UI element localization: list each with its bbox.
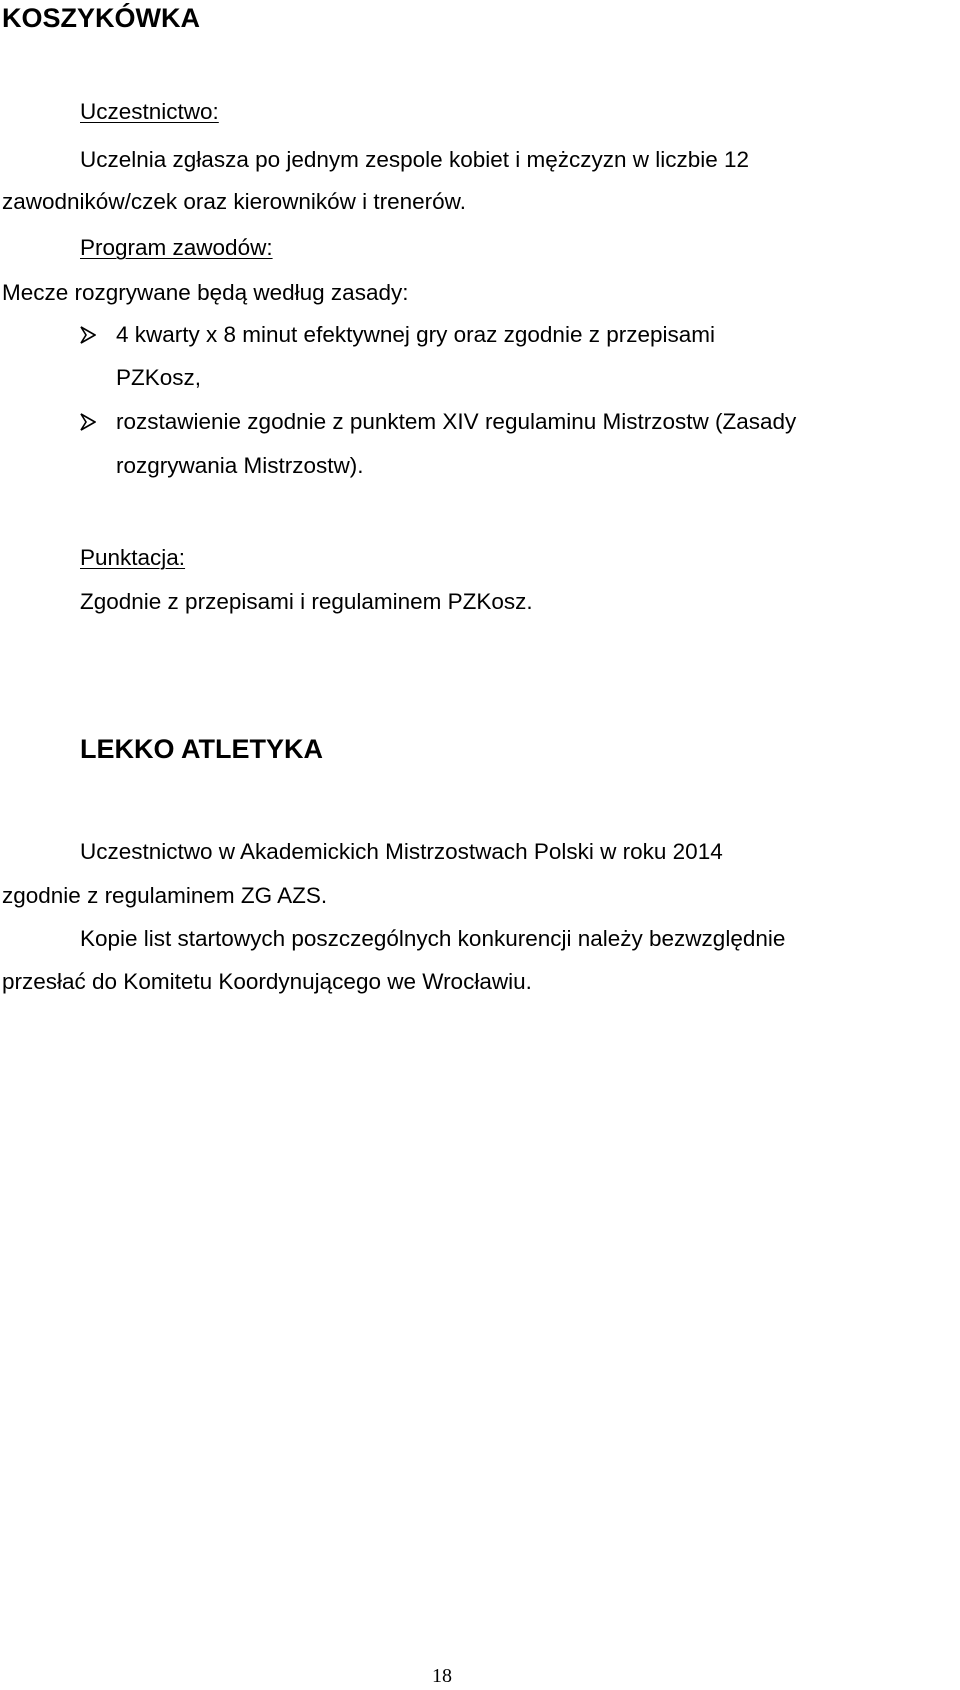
program-label: Program zawodów: [80, 235, 273, 260]
lekkoatletyka-para1-line1: Uczestnictwo w Akademickich Mistrzostwach Polski w roku 2014 [80, 839, 723, 864]
bullet-2-line2: rozgrywania Mistrzostw). [116, 453, 364, 478]
arrow-bullet-icon [80, 326, 96, 344]
arrow-bullet-icon [80, 413, 96, 431]
bullet-1-line1: 4 kwarty x 8 minut efektywnej gry oraz zgodnie z przepisami [116, 322, 715, 347]
section-title-koszykowka: KOSZYKÓWKA [2, 3, 200, 33]
lekkoatletyka-para1-line2: zgodnie z regulaminem ZG AZS. [2, 883, 328, 908]
lekkoatletyka-para2-line2: przesłać do Komitetu Koordynującego we Wrocławiu. [2, 969, 532, 994]
punktacja-text: Zgodnie z przepisami i regulaminem PZKosz. [80, 589, 533, 614]
uczestnictwo-text-line1: Uczelnia zgłasza po jednym zespole kobiet i mężczyzn w liczbie 12 [80, 147, 750, 172]
section-title-lekkoatletyka: LEKKO ATLETYKA [80, 734, 323, 764]
bullet-2-line1: rozstawienie zgodnie z punktem XIV regulaminu Mistrzostw (Zasady [116, 409, 797, 434]
bullet-1-line2: PZKosz, [116, 365, 202, 390]
lekkoatletyka-para2-line1: Kopie list startowych poszczególnych konkurencji należy bezwzględnie [80, 926, 786, 951]
uczestnictwo-label: Uczestnictwo: [80, 99, 219, 124]
punktacja-label: Punktacja: [80, 545, 186, 570]
uczestnictwo-text-line2: zawodników/czek oraz kierowników i trenerów. [2, 189, 466, 214]
program-intro: Mecze rozgrywane będą według zasady: [2, 280, 409, 305]
page-number: 18 [432, 1665, 452, 1687]
